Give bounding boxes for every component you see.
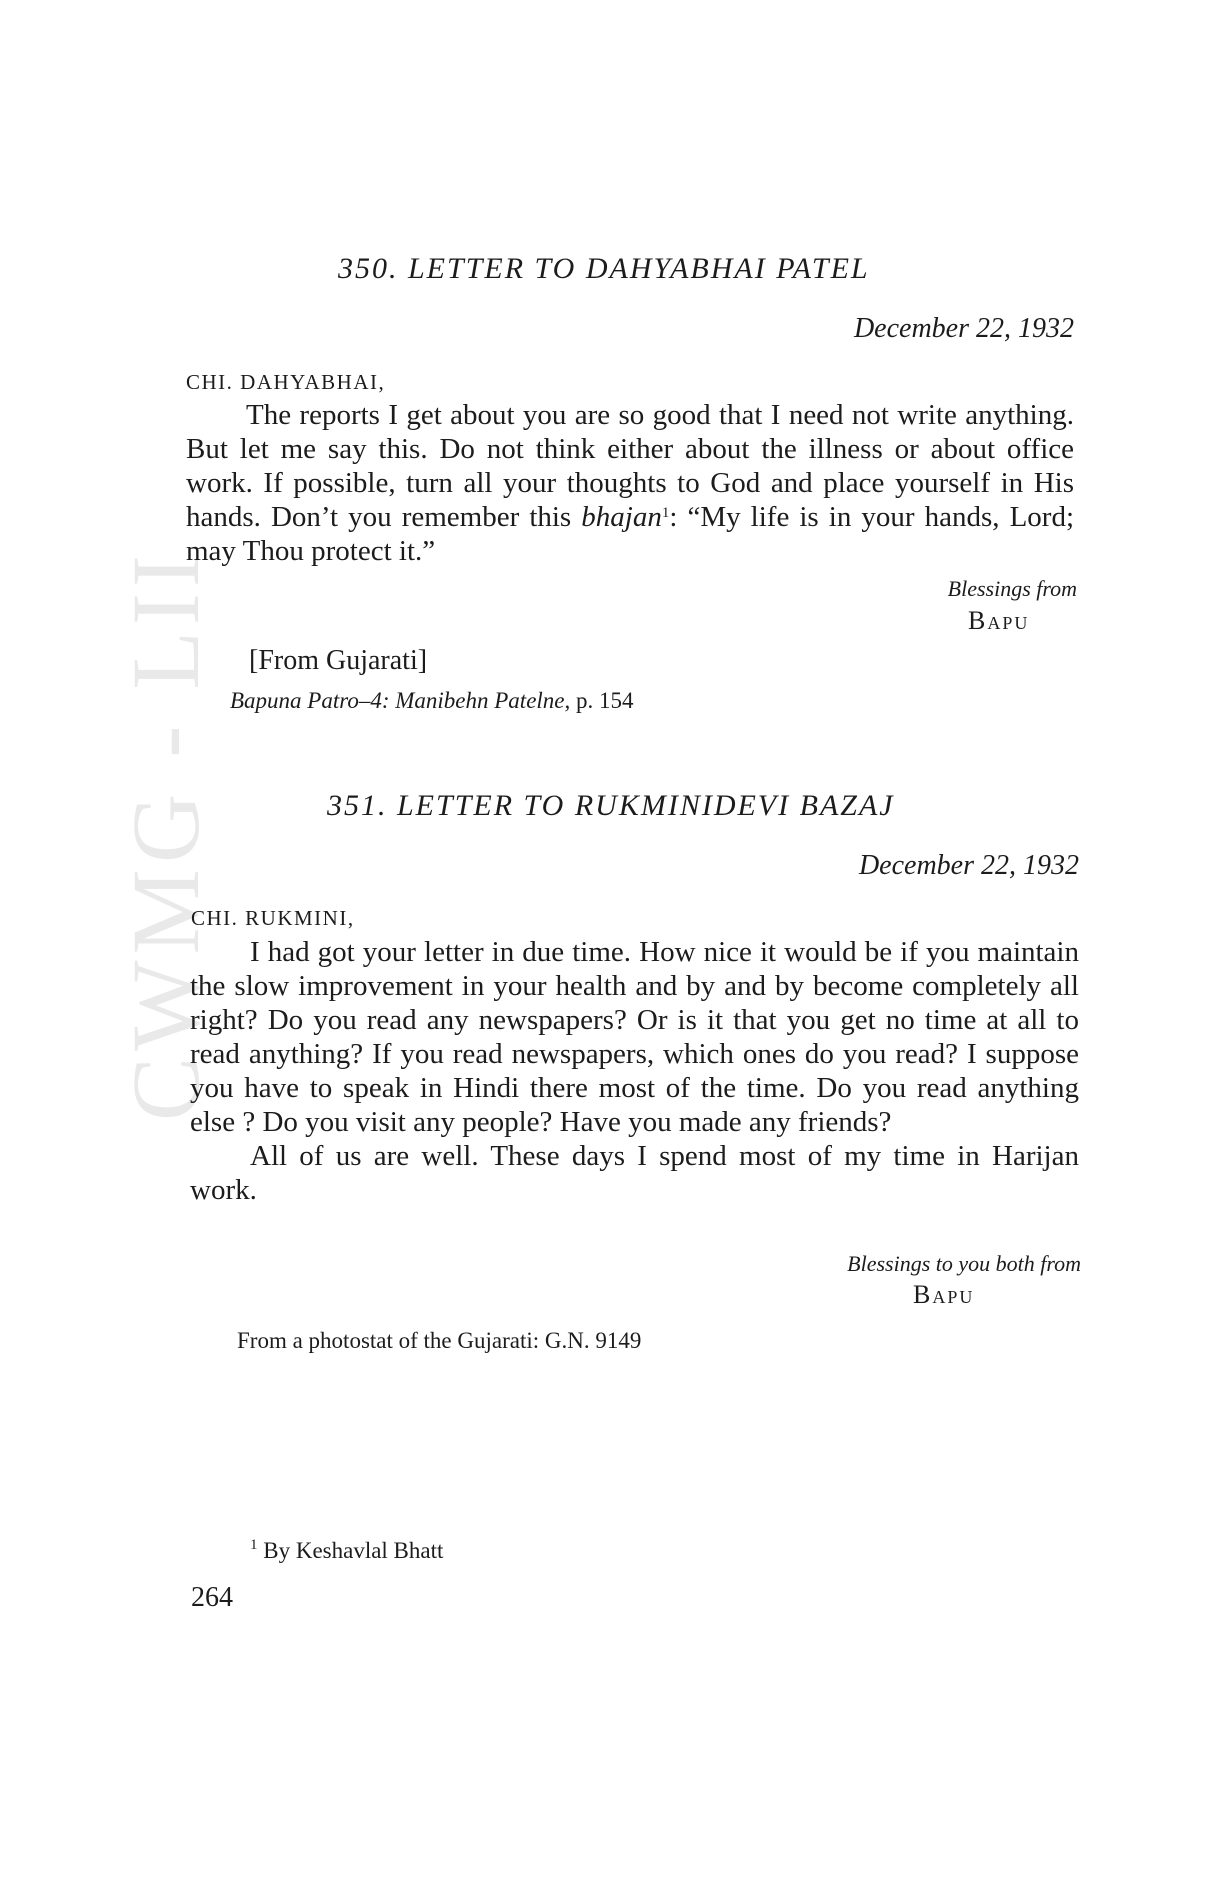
letter-351-salutation: CHI. RUKMINI, (191, 906, 355, 930)
letter-350-body-after: : “My life is in your hands, Lord; may Thou protect it.” (186, 501, 1074, 567)
letter-350-body (186, 398, 1074, 568)
letter-351-heading: 351. LETTER TO RUKMINIDEVI BAZAJ (327, 789, 895, 822)
letter-351-paragraph-2: All of us are well. These days I spend most of my time in Harijan work. (190, 1140, 1079, 1206)
letter-350-salutation: CHI. DAHYABHAI, (186, 370, 386, 394)
letter-350-citation (230, 688, 634, 714)
letter-350-date: December 22, 1932 (853, 313, 1074, 344)
letter-350-source: [From Gujarati] (249, 645, 428, 676)
letter-350-heading: 350. LETTER TO DAHYABHAI PATEL (338, 252, 870, 285)
letter-351-paragraph-1: I had got your letter in due time. How nice it would be if you maintain the slow improvement in your health and by and by become completely all right? Do you read any newspapers? Or is it that you get no time at all to read anything? If you read newspapers, which ones do you read? I suppose you have to speak in Hindi there most of the time. Do you read anything else ? Do you visit any people? Have you made any friends? (190, 936, 1079, 1138)
letter-351-date: December 22, 1932 (858, 850, 1079, 881)
letter-350-body-term: bhajan (581, 501, 662, 533)
footnote (250, 1538, 443, 1564)
letter-350-signature: Bapu (968, 606, 1030, 635)
letter-351-closing: Blessings to you both from (847, 1251, 1081, 1276)
citation-title: Bapuna Patro–4: Manibehn Patelne (230, 688, 565, 713)
letter-351-body (190, 935, 1079, 1207)
letter-351-source: From a photostat of the Gujarati: G.N. 9149 (237, 1328, 642, 1353)
footnote-text: By Keshavlal Bhatt (263, 1538, 444, 1563)
letter-351-signature: Bapu (913, 1280, 975, 1309)
watermark: CWMG - LII (112, 549, 219, 1121)
footnote-reference: 1 (661, 505, 670, 521)
citation-page: , p. 154 (564, 688, 634, 713)
page-number: 264 (191, 1582, 233, 1613)
footnote-mark: 1 (250, 1537, 258, 1553)
letter-350-body-before: The reports I get about you are so good that I need not write anything. But let me say this. Do not think either about the illness or about office work. If possible, turn all your thoughts to God and place yourself in His hands. Don’t you remember this (186, 399, 1074, 533)
letter-350-closing: Blessings from (947, 576, 1077, 601)
